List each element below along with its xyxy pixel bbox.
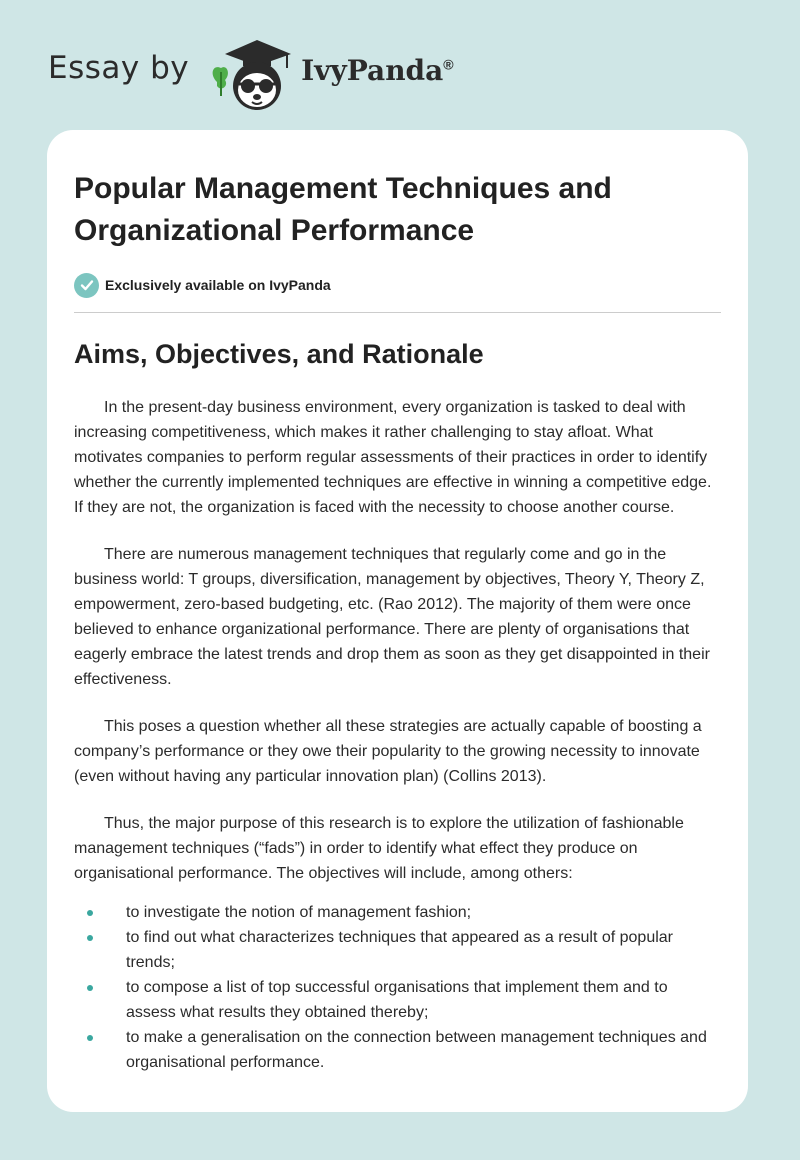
exclusive-badge — [74, 272, 721, 298]
page-title: Popular Management Techniques and Organizational Performance — [74, 172, 612, 247]
brand-name: IvyPanda® — [301, 53, 454, 87]
paragraph: There are numerous management techniques that regularly come and go in the business world: T groups, diversification, management by objectives, Theory Y, Theory Z, empowerment, zero-based budgeting, etc. (Rao 2012). The majority of them were once believed to enhance organizational performance. There are plenty of organisations that eagerly embrace the latest trends and drop them as soon as they get disappointed in their effectiveness. — [74, 546, 710, 688]
list-item: to make a generalisation on the connection between management techniques and organisational performance. — [74, 1025, 721, 1075]
essay-card — [47, 130, 748, 1112]
bullet-icon — [87, 910, 93, 916]
bullet-icon — [87, 935, 93, 941]
paragraph: This poses a question whether all these strategies are actually capable of boosting a company’s performance or they owe their popularity to the growing necessity to innovate (even without having any particular innovation plan) (Collins 2013). — [74, 718, 702, 785]
essay-by-label: Essay by — [48, 50, 190, 86]
list-item: to compose a list of top successful organisations that implement them and to assess what results they obtained thereby; — [74, 975, 721, 1025]
bullet-icon — [87, 1035, 93, 1041]
list-item: to find out what characterizes techniques that appeared as a result of popular trends; — [74, 925, 721, 975]
panda-logo-icon[interactable] — [207, 34, 297, 114]
objectives-list — [74, 900, 721, 1075]
badge-label: Exclusively available on IvyPanda — [105, 277, 331, 293]
check-icon — [74, 273, 99, 298]
divider — [74, 312, 721, 313]
paragraph: In the present-day business environment, every organization is tasked to deal with increasing competitiveness, which makes it rather challenging to stay afloat. What motivates companies to perform regular assessments of their practices in order to identify whether the currently implemented techniques are effective in winning a competitive edge. If they are not, the organization is faced with the necessity to choose another course. — [74, 399, 712, 516]
paragraph: Thus, the major purpose of this research is to explore the utilization of fashionable management techniques (“fads”) in order to identify what effect they produce on organisational performance. The objectives will include, among others: — [74, 815, 684, 882]
site-header — [48, 34, 648, 114]
section-heading: Aims, Objectives, and Rationale — [74, 339, 484, 369]
list-item: to investigate the notion of management fashion; — [74, 900, 721, 925]
bullet-icon — [87, 985, 93, 991]
